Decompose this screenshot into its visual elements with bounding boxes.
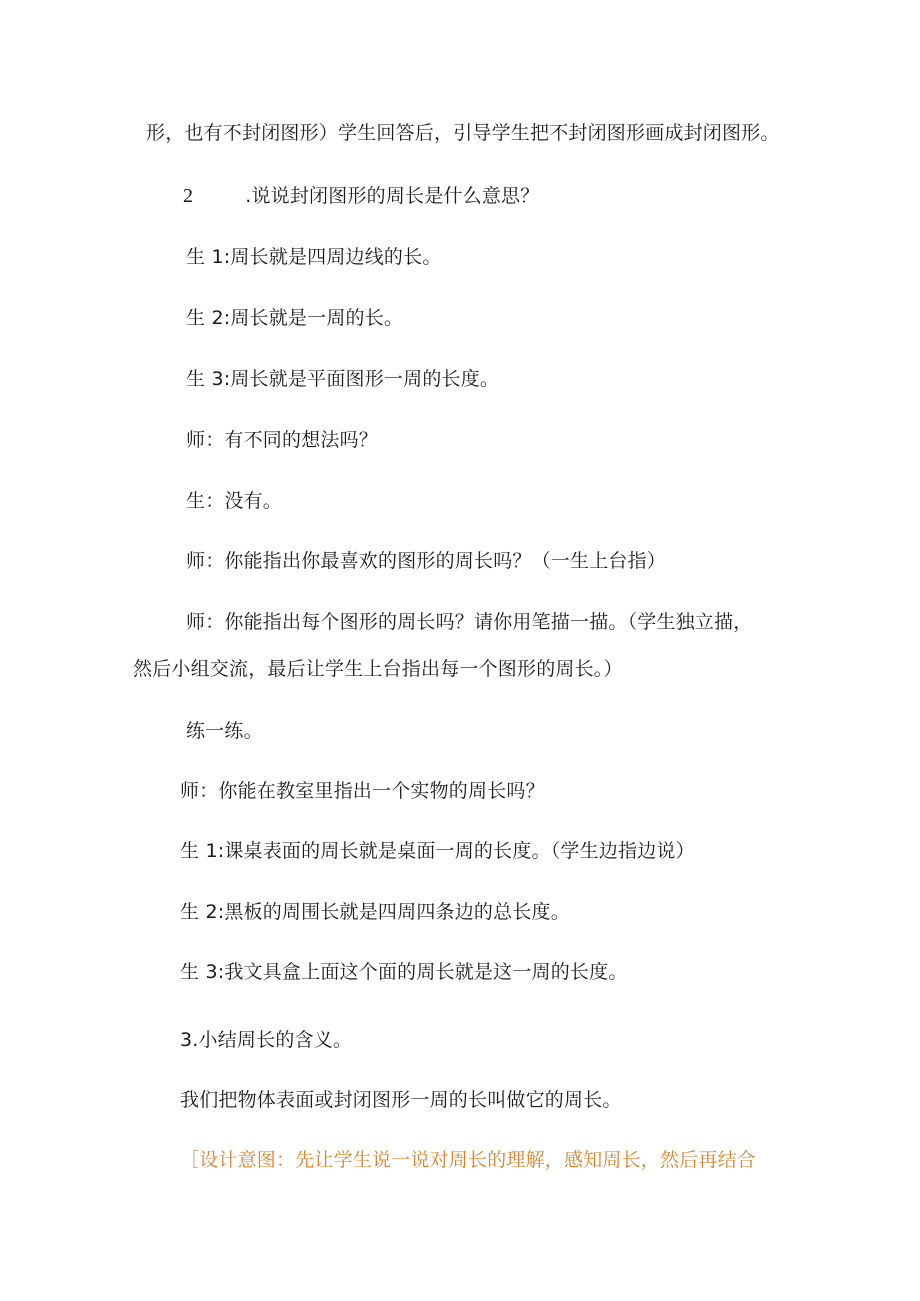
list-item-2 xyxy=(183,183,539,209)
dialogue-line: 生 1:课桌表面的周长就是桌面一周的长度。（学生边指边说） xyxy=(180,840,695,862)
dialogue-line: 生 2:周长就是一周的长。 xyxy=(186,307,404,329)
dialogue-line: 师：你能在教室里指出一个实物的周长吗？ xyxy=(180,780,545,802)
list-number-dot: . xyxy=(245,185,252,207)
dialogue-line: 师：有不同的想法吗？ xyxy=(186,429,379,451)
paragraph-line: 形，也有不封闭图形）学生回答后，引导学生把不封闭图形画成封闭图形。 xyxy=(146,122,780,144)
dialogue-line: 生 3:我文具盒上面这个面的周长就是这一周的长度。 xyxy=(180,961,628,983)
dialogue-line: 师：你能指出每个图形的周长吗？请你用笔描一描。（学生独立描， xyxy=(186,611,753,633)
dialogue-line: 师：你能指出你最喜欢的图形的周长吗？（一生上台指） xyxy=(186,550,667,572)
section-heading: 3.小结周长的含义。 xyxy=(180,1029,353,1051)
dialogue-line: 生 2:黑板的周围长就是四周四条边的总长度。 xyxy=(180,901,570,923)
list-item-text: 说说封闭图形的周长是什么意思？ xyxy=(251,185,540,207)
paragraph-line: 练一练。 xyxy=(186,720,263,742)
list-number: 2 xyxy=(183,185,194,207)
design-intent-note: ［设计意图：先让学生说一说对周长的理解，感知周长，然后再结合 xyxy=(180,1149,757,1171)
dialogue-line: 生：没有。 xyxy=(186,490,283,512)
dialogue-line: 生 3:周长就是平面图形一周的长度。 xyxy=(186,368,500,390)
dialogue-line-continued: 然后小组交流，最后让学生上台指出每一个图形的周长。） xyxy=(133,658,623,680)
dialogue-line: 生 1:周长就是四周边线的长。 xyxy=(186,246,442,268)
paragraph-line: 我们把物体表面或封闭图形一周的长叫做它的周长。 xyxy=(180,1089,622,1111)
